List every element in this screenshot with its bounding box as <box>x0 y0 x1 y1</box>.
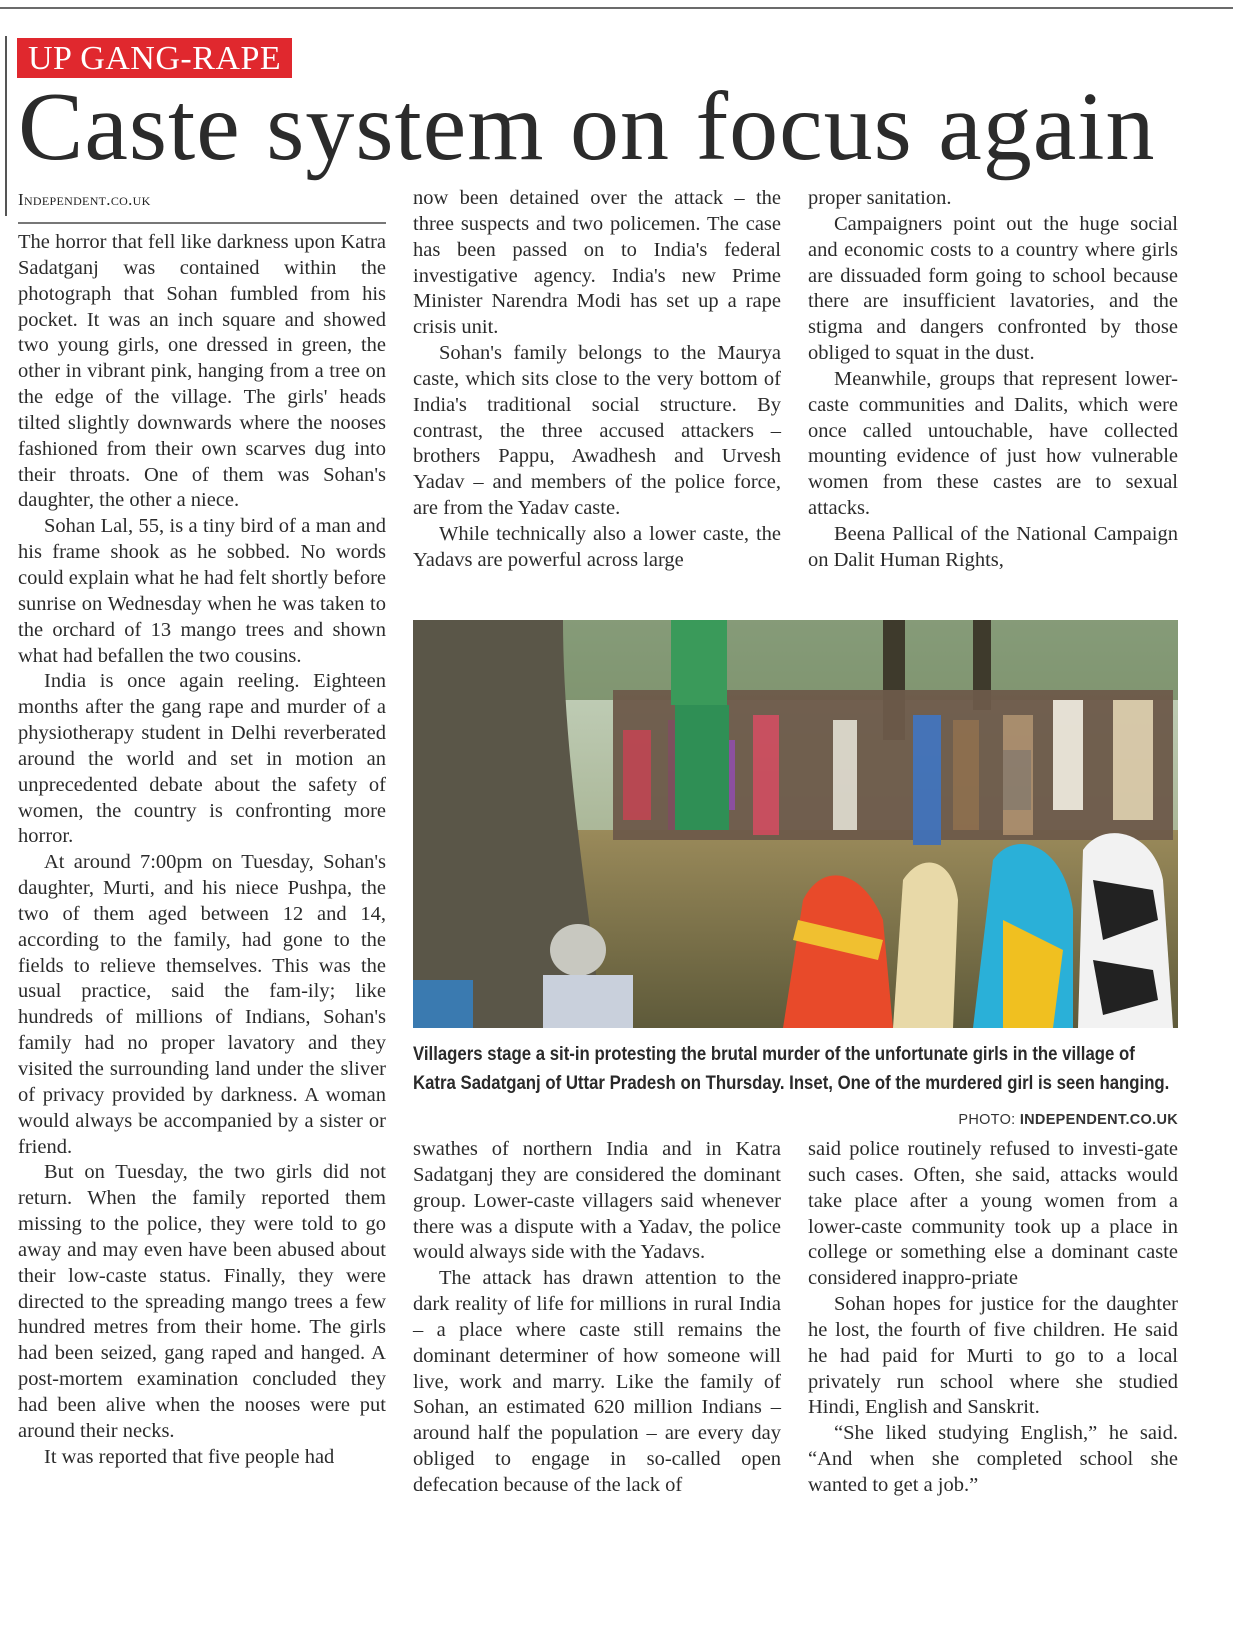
paragraph: The attack has drawn attention to the dark reality of life for millions in rural India – a place where caste still remains the dominant determiner of how someone will live, work and marry. Like the family of Sohan, an estimated 620 million Indians – around half the population – are every day obliged to engage in so-called open defecation because of the lack of <box>413 1267 781 1496</box>
paragraph: Meanwhile, groups that represent lower-caste communities and Dalits, which were once called untouchable, have collected mounting evidence of just how vulnerable women from these castes are to sexual attacks. <box>808 367 1178 520</box>
paragraph: “She liked studying English,” he said. “And when she completed school she wanted to get a job.” <box>808 1422 1178 1496</box>
section-kicker: UP GANG-RAPE <box>17 38 292 78</box>
column-2-bottom <box>413 1137 781 1499</box>
photo-credit-label: PHOTO: <box>958 1112 1016 1128</box>
photo-illustration <box>413 620 1178 1028</box>
paragraph: Beena Pallical of the National Campaign on Dalit Human Rights, <box>808 522 1178 571</box>
column-2-top <box>413 186 781 574</box>
paragraph: Sohan Lal, 55, is a tiny bird of a man and his frame shook as he sobbed. No words could explain what he had felt shortly before sunrise on Wednesday when he was taken to the orchard of 13 mango trees and shown what had befallen the two cousins. <box>18 515 386 667</box>
paragraph: said police routinely refused to investi-gate such cases. Often, she said, attacks would take place after a young women from a lower-caste community took up a place in college or something else a dominant caste considered inappro-priate <box>808 1138 1178 1290</box>
paragraph: At around 7:00pm on Tuesday, Sohan's daughter, Murti, and his niece Pushpa, the two of them aged between 12 and 14, according to the family, had gone to the fields to relieve themselves. This was the usual practice, said the fam-ily; like hundreds of millions of Indians, Sohan's family had no proper lavatory and they visited the surrounding land under the sliver of privacy provided by darkness. A woman would always be accompanied by a sister or friend. <box>18 851 386 1158</box>
paragraph: While technically also a lower caste, the Yadavs are powerful across large <box>413 522 781 571</box>
top-rule <box>0 7 1233 9</box>
paragraph: proper sanitation. <box>808 187 952 209</box>
paragraph: Sohan's family belongs to the Maurya caste, which sits close to the very bottom of India's traditional social structure. By contrast, the three accused attackers – brothers Pappu, Awadhesh and Urvesh Yadav – and members of the police force, are from the Yadav caste. <box>413 342 781 520</box>
paragraph: It was reported that five people had <box>44 1445 335 1468</box>
paragraph: The horror that fell like darkness upon Katra Sadatganj was contained within the photograph that Sohan fumbled from his pocket. It was an inch square and showed two young girls, one dressed in green, the other in vibrant pink, hanging from a tree on the edge of the village. The girls' heads tilted slightly downwards where the nooses fashioned from their own scarves dug into their throats. One of them was Sohan's daughter, the other a niece. <box>18 231 386 512</box>
column-3-top <box>808 186 1178 574</box>
photo-credit <box>958 1112 1178 1128</box>
paragraph: now been detained over the attack – the three suspects and two policemen. The case has been passed on to India's federal investigative agency. India's new Prime Minister Narendra Modi has set up a rape crisis unit. <box>413 187 781 339</box>
photo-credit-source: INDEPENDENT.CO.UK <box>1019 1112 1178 1128</box>
column-1 <box>18 230 386 1471</box>
byline: Independent.co.uk <box>18 190 151 209</box>
headline: Caste system on focus again <box>18 73 1156 181</box>
paragraph: Campaigners point out the huge social and economic costs to a country where girls are dissuaded form going to school because there are insufficient lavatories, and the stigma and dangers confronted by those obliged to squat in the dust. <box>808 212 1178 365</box>
byline-rule <box>18 222 386 224</box>
paragraph: Sohan hopes for justice for the daughter he lost, the fourth of five children. He said he had paid for Murti to go to a local privately run school where she studied Hindi, English and Sanskrit. <box>808 1293 1178 1419</box>
paragraph: India is once again reeling. Eighteen months after the gang rape and murder of a physiotherapy student in Delhi reverberated around the world and set in motion an unprecedented debate about the safety of women, the country is confronting more horror. <box>18 670 386 848</box>
column-3-bottom <box>808 1137 1178 1499</box>
photo-caption: Villagers stage a sit-in protesting the brutal murder of the unfortunate girls in the village of Katra Sadatganj of Uttar Pradesh on Thursday. Inset, One of the murdered girl is seen hanging. <box>413 1043 1170 1094</box>
paragraph: But on Tuesday, the two girls did not return. When the family reported them missing to the police, they were told to go away and may even have been abused about their low-caste status. Finally, they were directed to the spreading mango trees a few hundred metres from their home. The girls had been seized, gang raped and hanged. A post-mortem examination concluded they had been alive when the nooses were put around their necks. <box>18 1161 386 1442</box>
news-photo <box>413 620 1178 1028</box>
paragraph: swathes of northern India and in Katra Sadatganj they are considered the dominant group. Lower-caste villagers said whenever there was a dispute with a Yadav, the police would always side with the Yadavs. <box>413 1138 781 1264</box>
left-rule <box>5 36 7 216</box>
